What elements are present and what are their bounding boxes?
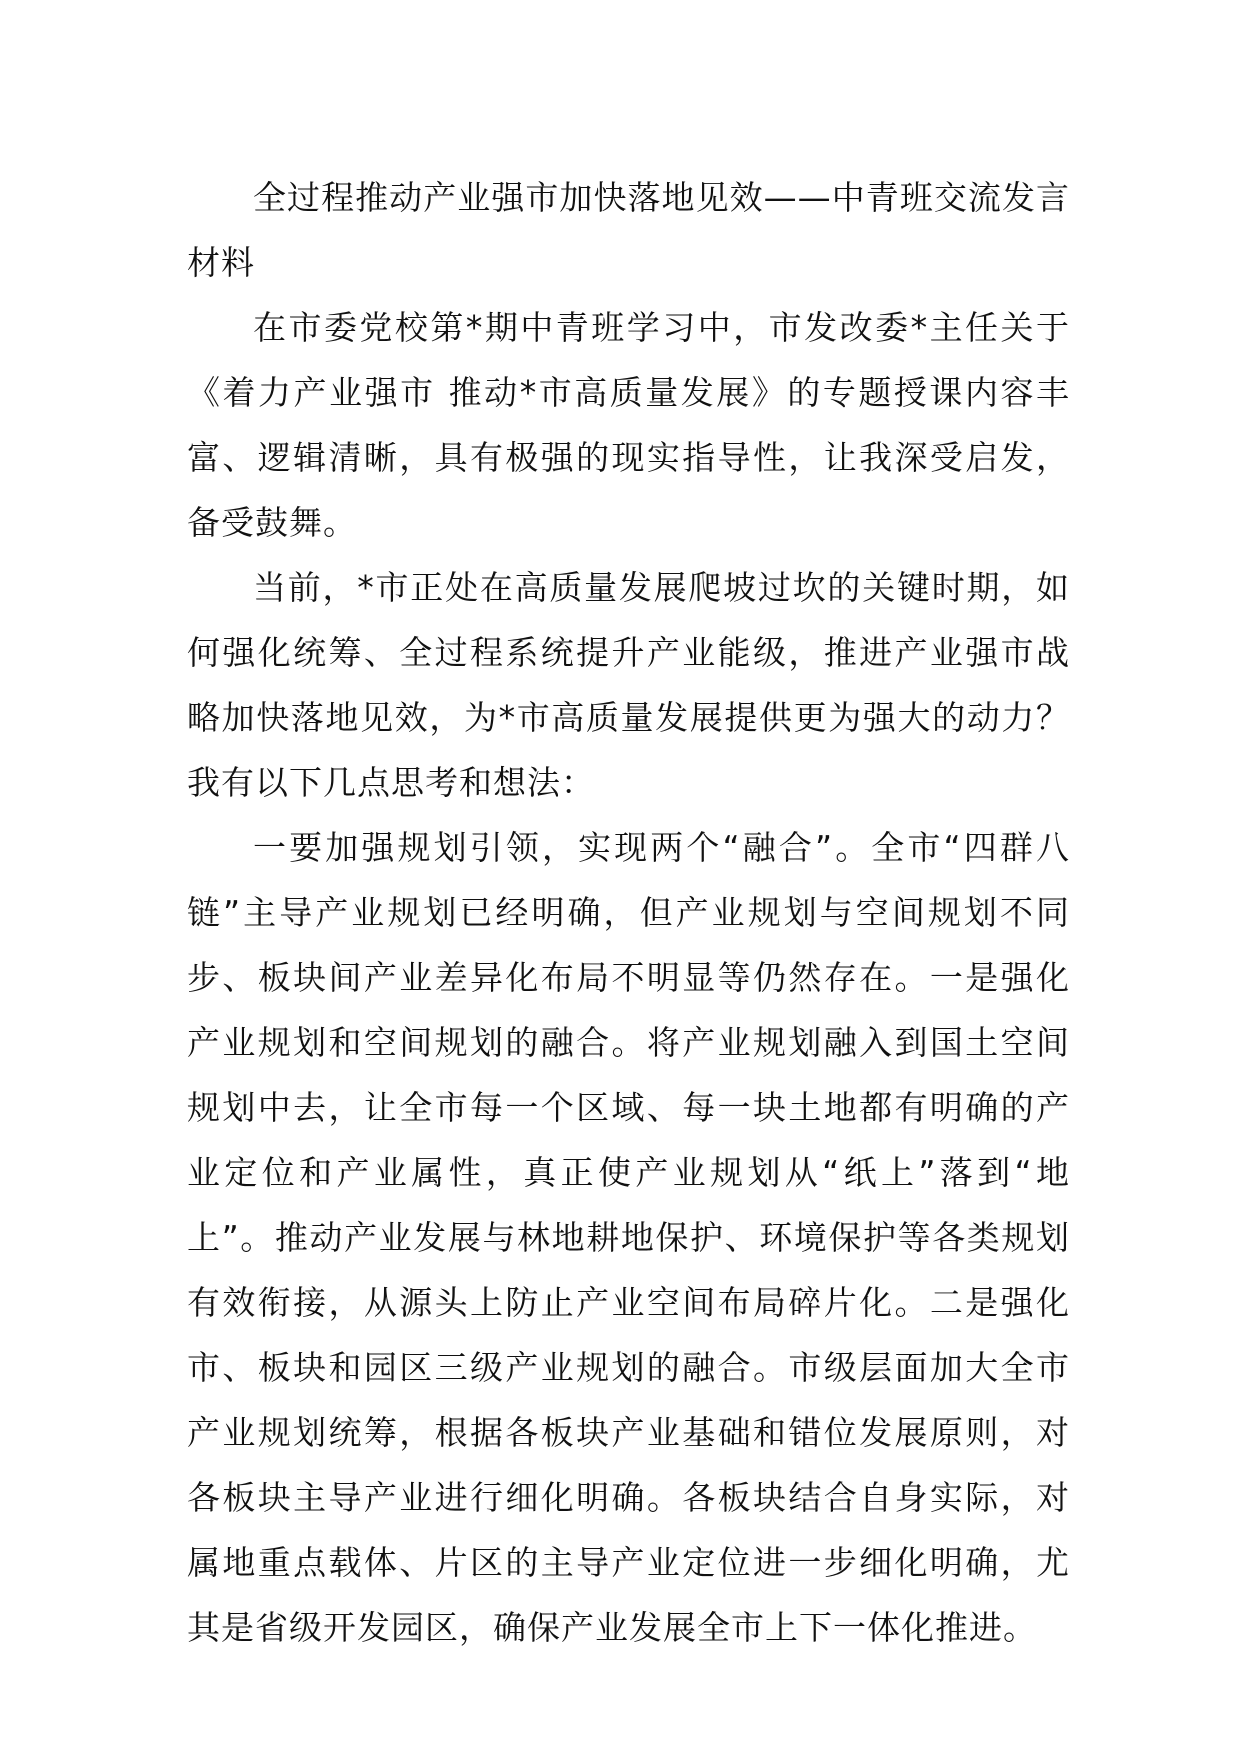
paragraph-intro: 在市委党校第*期中青班学习中，市发改委*主任关于《着力产业强市 推动*市高质量发展》的专题授课内容丰富、逻辑清晰，具有极强的现实指导性，让我深受启发，备受鼓舞。 <box>187 308 1071 542</box>
document-body <box>187 165 1070 1660</box>
paragraph-context: 当前，*市正处在高质量发展爬坡过坎的关键时期，如何强化统筹、全过程系统提升产业能级，推进产业强市战略加快落地见效，为*市高质量发展提供更为强大的动力？我有以下几点思考和想法： <box>187 568 1070 802</box>
paragraph-planning: 一要加强规划引领，实现两个“融合”。全市“四群八链”主导产业规划已经明确，但产业规划与空间规划不同步、板块间产业差异化布局不明显等仍然存在。一是强化产业规划和空间规划的融合。将产业规划融入到国土空间规划中去，让全市每一个区域、每一块土地都有明确的产业定位和产业属性，真正使产业规划从“纸上”落到“地上”。推动产业发展与林地耕地保护、环境保护等各类规划有效衔接，从源头上防止产业空间布局碎片化。二是强化市、板块和园区三级产业规划的融合。市级层面加大全市产业规划统筹，根据各板块产业基础和错位发展原则，对各板块主导产业进行细化明确。各板块结合自身实际，对属地重点载体、片区的主导产业定位进一步细化明确，尤其是省级开发园区，确保产业发展全市上下一体化推进。 <box>187 828 1070 1647</box>
document-title: 全过程推动产业强市加快落地见效——中青班交流发言材料 <box>187 178 1070 282</box>
